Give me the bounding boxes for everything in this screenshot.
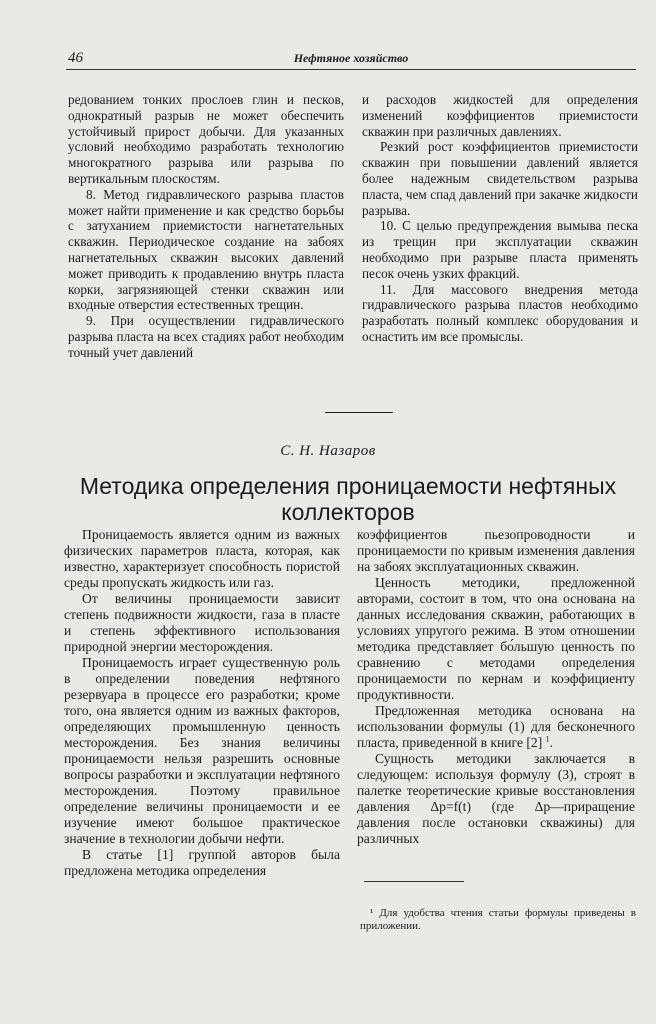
article-author: С. Н. Назаров	[280, 443, 376, 459]
page-number: 46	[68, 50, 83, 66]
paragraph: коэффициентов пьезопроводности и проницаемости по кривым изменения давления на забоях эксплуатационных скважин.	[357, 527, 635, 574]
header-rule	[66, 69, 636, 70]
paragraph: Сущность методики заключается в следующем: используя формулу (3), строят в палетке теоретические кривые восстановления давления Δp=f(t) (где Δp—приращение давления после остановки скважины) для различных	[357, 751, 635, 846]
paragraph: Резкий рост коэффициентов приемистости скважин при повышении давлений является более надежным свидетельством разрыва пласта, чем спад давлений при закачке жидкости разрыва.	[362, 139, 638, 218]
footnote-marker: 1	[545, 734, 550, 744]
paragraph: От величины проницаемости зависит степень подвижности жидкости, газа в пласте и степень эффективного использования природной энергии месторождения.	[64, 591, 340, 654]
article-title: Методика определения проницаемости нефтяных коллекторов	[79, 473, 617, 525]
bottom-left-column	[64, 527, 340, 879]
paragraph: 8. Метод гидравлического разрыва пластов может найти применение и как средство борьбы с затуханием приемистости нагнетательных скважин. Периодическое создание на забоях нагнетательных скважин высоких давлений может приводить к продавлению внутрь пласта корки, загрязняющей стенки скважин или входные отверстия естественных трещин.	[68, 186, 344, 313]
paragraph: Проницаемость играет существенную роль в определении поведения нефтяного резервуара в процессе его разработки; кроме того, она является одним из важных факторов, определяющих промышленную ценность месторождения. Без знания величины проницаемости нельзя разрешить основные вопросы разработки и эксплуатации нефтяного месторождения. Поэтому правильное определение величины проницаемости и ее изучение имеют большое практическое значение в технологии добычи нефти.	[64, 655, 340, 846]
bottom-right-column	[357, 527, 635, 847]
paragraph: 9. При осуществлении гидравлического разрыва пласта на всех стадиях работ необходим точный учет давлений	[68, 313, 344, 360]
paragraph: Ценность методики, предложенной авторами, состоит в том, что она основана на данных исследования скважин, работающих в условиях упругого режима. В этом отношении методика представляет бо́льшую ценность по сравнению с методами определения проницаемости по кернам и коэффициенту продуктивности.	[357, 575, 635, 702]
paragraph: 11. Для массового внедрения метода гидравлического разрыва пластов необходимо разработать полный комплекс оборудования и оснастить им все промыслы.	[362, 281, 638, 344]
paragraph: и расходов жидкостей для определения изменений коэффициентов приемистости скважин при различных давлениях.	[362, 92, 638, 139]
journal-title: Нефтяное хозяйство	[293, 51, 409, 65]
paragraph: В статье [1] группой авторов была предложена методика определения	[64, 847, 340, 878]
top-left-column	[68, 92, 344, 361]
paragraph: Предложенная методика основана на использовании формулы (1) для бесконечного пласта, приведенной в книге [2] $^1$.	[357, 703, 635, 750]
page-header	[66, 50, 636, 70]
paragraph: 10. С целью предупреждения вымыва песка из трещин при эксплуатации скважин необходимо при разрыве пласта применять песок очень узких фракций.	[362, 218, 638, 281]
section-separator	[325, 412, 393, 413]
paragraph: редованием тонких прослоев глин и песков, однократный разрыв не может обеспечить устойчивый прирост добычи. Для указанных условий необходимо разработать технологию многократного разрыва или разрыва по вертикальным плоскостям.	[68, 92, 344, 186]
footnote: ¹ Для удобства чтения статьи формулы приведены в приложении.	[360, 907, 636, 932]
footnote-rule	[364, 881, 464, 882]
paragraph-text: Предложенная методика основана на использовании формулы (1) для бесконечного пласта, приведенной в книге [2]	[357, 703, 635, 750]
paragraph: Проницаемость является одним из важных физических параметров пласта, которая, как известно, характеризует способность пористой среды пропускать жидкость или газ.	[64, 527, 340, 590]
top-right-column	[362, 92, 638, 345]
